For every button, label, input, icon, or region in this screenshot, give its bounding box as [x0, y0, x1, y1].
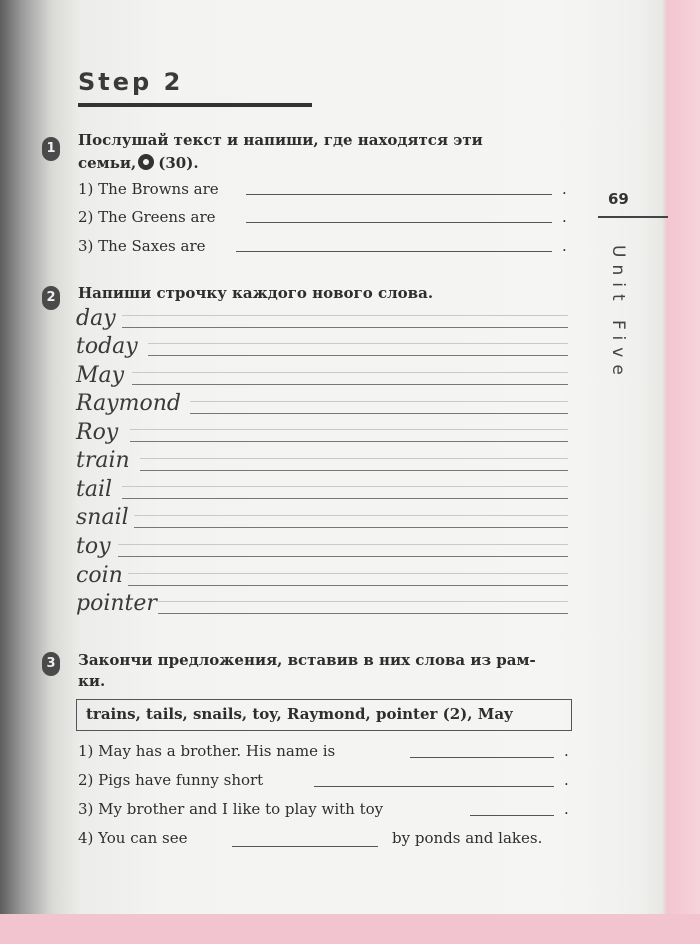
word-box-text: trains, tails, snails, toy, Raymond, pointer (2), May: [86, 705, 513, 723]
exercise-1-badge: 1: [42, 137, 60, 161]
exercise-2-badge: 2: [42, 286, 60, 310]
sentence-blank-3[interactable]: [470, 815, 554, 816]
sentence-blank-1[interactable]: [410, 757, 554, 758]
handwriting-word-snail: snail: [76, 505, 129, 530]
exercise-3-sentence-2-end: .: [564, 771, 569, 789]
writing-line-coin[interactable]: [128, 585, 568, 586]
handwriting-word-tail: tail: [76, 477, 113, 502]
exercise-1-instruction: Послушай текст и напиши, где находятся эти: [78, 131, 483, 149]
writing-line-day[interactable]: [122, 327, 568, 328]
answer-blank-3[interactable]: [236, 251, 552, 252]
writing-line-tail[interactable]: [122, 498, 568, 499]
handwriting-word-coin: coin: [76, 563, 123, 588]
audio-disc-icon: [138, 154, 154, 170]
unit-label: [600, 245, 636, 382]
exercise-3-badge: 3: [42, 652, 60, 676]
exercise-1-item-2-end: .: [562, 208, 567, 226]
writing-midline-pointer: [158, 601, 568, 602]
writing-line-snail[interactable]: [134, 527, 568, 528]
handwriting-word-roy: Roy: [76, 420, 119, 445]
exercise-1-item-2: 2) The Greens are: [78, 208, 216, 226]
writing-midline-snail: [134, 515, 568, 516]
handwriting-word-day: day: [76, 306, 116, 331]
writing-line-today[interactable]: [148, 355, 568, 356]
exercise-3-instruction-line2: ки.: [78, 672, 106, 690]
page-number-rule: [598, 216, 668, 218]
exercise-1-track-ref: (30).: [158, 154, 199, 172]
handwriting-word-pointer: pointer: [76, 591, 157, 616]
sentence-blank-2[interactable]: [314, 786, 554, 787]
exercise-3-sentence-1-end: .: [564, 742, 569, 760]
exercise-1-families-text: семьи,: [78, 154, 137, 172]
writing-midline-toy: [118, 544, 568, 545]
exercise-1-instruction-line2: [78, 154, 199, 172]
writing-line-pointer[interactable]: [158, 613, 568, 614]
writing-line-may[interactable]: [132, 384, 568, 385]
writing-midline-train: [140, 458, 568, 459]
exercise-2-instruction: Напиши строчку каждого нового слова.: [78, 284, 434, 302]
sentence-blank-4[interactable]: [232, 846, 378, 847]
page-number: 69: [608, 190, 629, 208]
writing-line-roy[interactable]: [130, 441, 568, 442]
exercise-1-item-3: 3) The Saxes are: [78, 237, 206, 255]
handwriting-word-may: May: [76, 363, 125, 388]
exercise-1-item-1-end: .: [562, 180, 567, 198]
step-title: Step 2: [78, 68, 184, 96]
title-underline: [78, 103, 312, 107]
writing-midline-today: [148, 343, 568, 344]
writing-midline-tail: [122, 486, 568, 487]
writing-midline-coin: [128, 573, 568, 574]
exercise-3-sentence-4-end: by ponds and lakes.: [392, 829, 543, 847]
exercise-3-sentence-1: 1) May has a brother. His name is: [78, 742, 336, 760]
exercise-3-sentence-3-end: .: [564, 800, 569, 818]
handwriting-word-toy: toy: [76, 534, 111, 559]
exercise-1-item-1: 1) The Browns are: [78, 180, 219, 198]
writing-midline-day: [122, 315, 568, 316]
handwriting-word-train: train: [76, 448, 130, 473]
exercise-1-item-3-end: .: [562, 237, 567, 255]
writing-midline-roy: [130, 429, 568, 430]
exercise-3-sentence-4: 4) You can see: [78, 829, 188, 847]
writing-midline-may: [132, 372, 568, 373]
writing-line-toy[interactable]: [118, 556, 568, 557]
exercise-3-sentence-3: 3) My brother and I like to play with toy: [78, 800, 384, 818]
writing-midline-raymond: [190, 401, 568, 402]
exercise-3-instruction: Закончи предложения, вставив в них слова из рам-: [78, 651, 536, 669]
answer-blank-1[interactable]: [246, 194, 552, 195]
writing-line-train[interactable]: [140, 470, 568, 471]
unit-label-text: Unit Five: [608, 245, 628, 382]
writing-line-raymond[interactable]: [190, 413, 568, 414]
handwriting-word-today: today: [76, 334, 138, 359]
handwriting-word-raymond: Raymond: [76, 391, 181, 416]
page-bottom-edge: [0, 914, 700, 944]
exercise-3-sentence-2: 2) Pigs have funny short: [78, 771, 264, 789]
answer-blank-2[interactable]: [246, 222, 552, 223]
